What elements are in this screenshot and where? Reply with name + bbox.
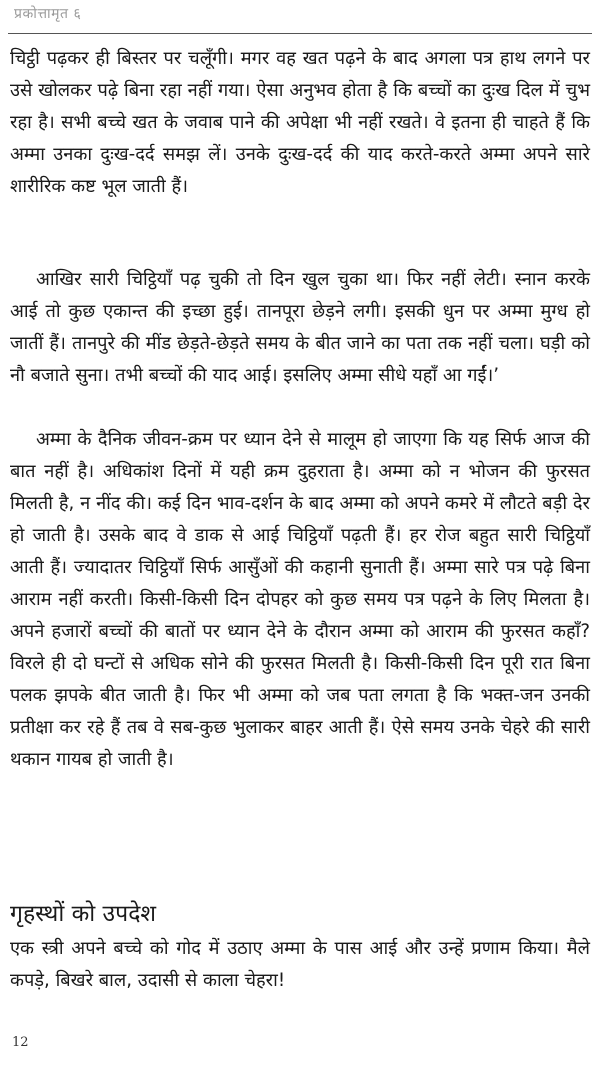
header-rule — [8, 33, 592, 34]
section-paragraph: एक स्त्री अपने बच्चे को गोद में उठाए अम्मा के पास आई और उन्हें प्रणाम किया। मैले कपड़े, बिखरे बाल, उदासी से काला चेहरा! — [10, 938, 590, 991]
page-number: 12 — [12, 1035, 29, 1050]
section-heading: गृहस्थों को उपदेश — [10, 901, 157, 927]
paragraph-3: अम्मा के दैनिक जीवन-क्रम पर ध्यान देने से मालूम हो जाएगा कि यह सिर्फ आज की बात नहीं है। अधिकांश दिनों में यही क्रम दुहराता है। अम्मा को न भोजन की फुरसत मिलती है, न नींद की। कई दिन भाव-दर्शन के बाद अम्मा को अपने कमरे में लौटते बड़ी देर हो जाती है। उसके बाद वे डाक से आई चिट्ठियाँ पढ़ती हैं। हर रोज बहुत सारी चिट्ठियाँ आती हैं। ज्यादातर चिट्ठियाँ सिर्फ आसुँओं की कहानी सुनाती हैं। अम्मा सारे पत्र पढ़े बिना आराम नहीं करती। किसी-किसी दिन दोपहर को कुछ समय पत्र पढ़ने के लिए मिलता है। अपने हजारों बच्चों की बातों पर ध्यान देने के दौरान अम्मा को आराम की फुरसत कहाँ? विरले ही दो घन्टों से अधिक सोने की फुरसत मिलती है। किसी-किसी दिन पूरी रात बिना पलक झपके बीत जाती है। फिर भी अम्मा को जब पता लगता है कि भक्त-जन उनकी प्रतीक्षा कर रहे हैं तब वे सब-कुछ भुलाकर बाहर आती हैं। ऐसे समय उनके चेहरे की सारी थकान गायब हो जाती है। — [10, 429, 590, 770]
paragraph-2: आखिर सारी चिट्ठियाँ पढ़ चुकी तो दिन खुल चुका था। फिर नहीं लेटी। स्नान करके आई तो कुछ एकान्त की इच्छा हुई। तानपूरा छेड़ने लगी। इसकी धुन पर अम्मा मुग्ध हो जातीं हैं। तानपुरे की मींड छेड़ते-छेड़ते समय के बीत जाने का पता तक नहीं चला। घड़ी को नौ बजाते सुना। तभी बच्चों की याद आई। इसलिए अम्मा सीधे यहाँ आ गईं।’ — [10, 269, 590, 386]
running-header: प्रकोत्तामृत ६ — [14, 6, 82, 22]
paragraph-1: चिट्ठी पढ़कर ही बिस्तर पर चलूँगी। मगर वह खत पढ़ने के बाद अगला पत्र हाथ लगने पर उसे खोलकर पढ़े बिना रहा नहीं गया। ऐसा अनुभव होता है कि बच्चों का दुःख दिल में चुभ रहा है। सभी बच्चे खत के जवाब पाने की अपेक्षा भी नहीं रखते। वे इतना ही चाहते हैं कि अम्मा उनका दुःख-दर्द समझ लें। उनके दुःख-दर्द की याद करते-करते अम्मा अपने सारे शारीरिक कष्ट भूल जाती हैं। — [10, 48, 590, 197]
